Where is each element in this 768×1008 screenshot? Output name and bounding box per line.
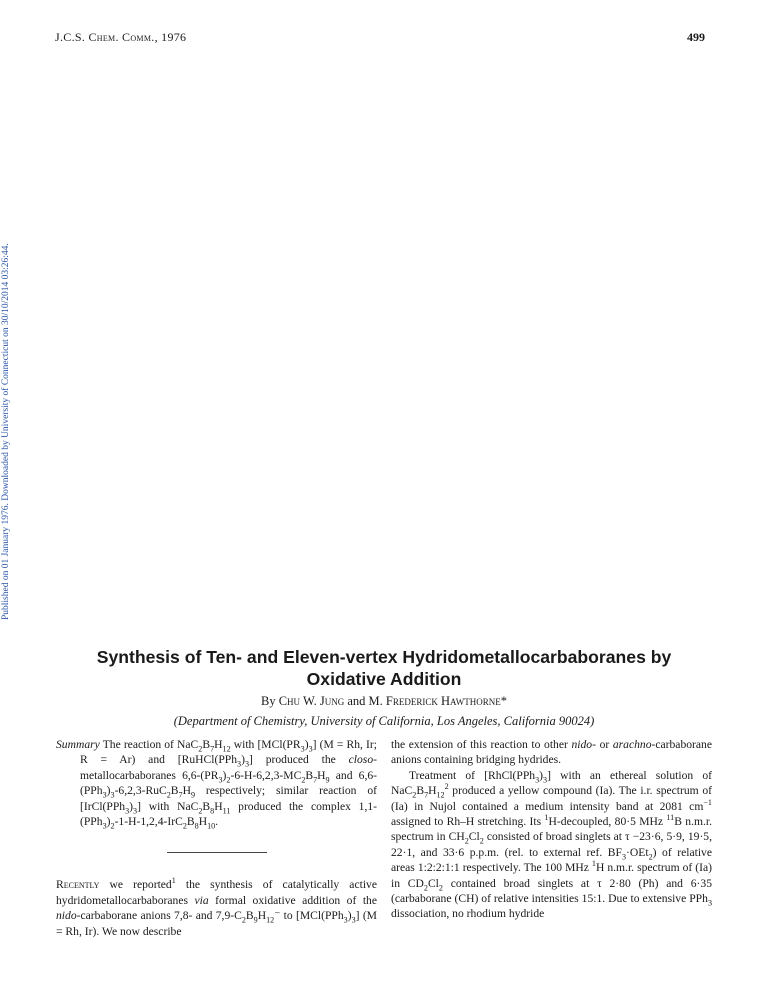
reference-2: 2 (444, 782, 449, 792)
journal-abbrev: J.C.S. (55, 30, 86, 44)
title-line-1: Synthesis of Ten- and Eleven-vertex Hydridometallocarbaboranes by (96, 647, 672, 667)
byline-and: and (344, 694, 369, 708)
journal-year: , 1976 (154, 30, 187, 44)
author-2: M. Frederick Hawthorne (368, 694, 501, 708)
corresponding-mark: * (500, 694, 508, 708)
title-line-2: Oxidative Addition (306, 669, 462, 689)
summary-label: Summary (56, 738, 100, 751)
affiliation: (Department of Chemistry, University of California, Los Angeles, California 90024) (173, 714, 595, 728)
byline (40, 694, 728, 709)
section-divider (167, 852, 267, 853)
page-number: 499 (687, 30, 705, 44)
body-paragraph-2: Treatment of $[RhCl(PPh_3)_3]$ with an ethereal solution of $NaC_2B_7H_{12}^2$ produced a yellow compound (Ia). The i.r. spectrum of (Ia) in Nujol contained a medium intensity band at 2081 $cm^{-1}$ assigned to Rh–H stretching. Its $^1$H-decoupled, 80·5 MHz $^{11}$B n.m.r. spectrum in $CH_2Cl_2$ consisted of broad singlets at τ −23·6, 5·9, 19·5, 22·1, and 33·6 p.p.m. (rel. to external ref. $BF_3\cdot OEt_2$) of relative areas 1:2:2:1:1 respectively. The 100 MHz $^1$H n.m.r. spectrum of (Ia) in $CD_2Cl_2$ contained broad singlets at τ 2·80 (Ph) and 6·35 (carbaborane (CH) of relative intensities 15:1. Due to extensive PPh$_3$ dissociation, no rhodium hydride (391, 768, 712, 921)
download-watermark-text: Published on 01 January 1976. Downloaded by University of Connecticut on 30/10/2014 03:26:44. (1, 243, 11, 620)
first-word: Recently (56, 878, 100, 892)
byline-by: By (260, 694, 279, 708)
author-1: Chu W. Jung (278, 694, 345, 708)
left-column (56, 737, 377, 939)
summary-paragraph: Summary The reaction of $NaC_2B_7H_{12}$ with $[MCl(PR_3)_3] (M = Rh$, Ir; R = Ar) and $[RuHCl(PPh_3)_3]$ produced the closo-metallocarbaboranes $6,6-(PR_3)_2-6-H-6,2,3-MC_2B_7H_9$ and $6,6-(PPh_3)_3-6,2,3-RuC_2B_7H_9$ respectively; similar reaction of $[IrCl(PPh_3)_3]$ with $NaC_2B_8H_{11}$ produced the complex $1,1-(PPh_3)_2-1-H-1,2,4-IrC_2B_8H_{10}$. (56, 738, 377, 831)
running-head (55, 30, 186, 45)
reference-1: 1 (171, 876, 176, 886)
article-title (40, 646, 728, 690)
right-column (391, 737, 712, 922)
body-paragraph-1-cont: the extension of this reaction to other nido- or arachno-carbaborane anions containing bridging hydrides. (391, 738, 712, 767)
body-paragraph-1: Recently we reported$^1$ the synthesis of catalytically active hydridometallocarbaboranes via formal oxidative addition of the nido-carbaborane anions 7,8- and $7,9-C_2B_9H_{12}^-$ to $[MCl(PPh_3)_3] (M = Rh$, Ir). We now describe (56, 876, 377, 938)
journal-name: Chem. Comm. (88, 30, 155, 44)
